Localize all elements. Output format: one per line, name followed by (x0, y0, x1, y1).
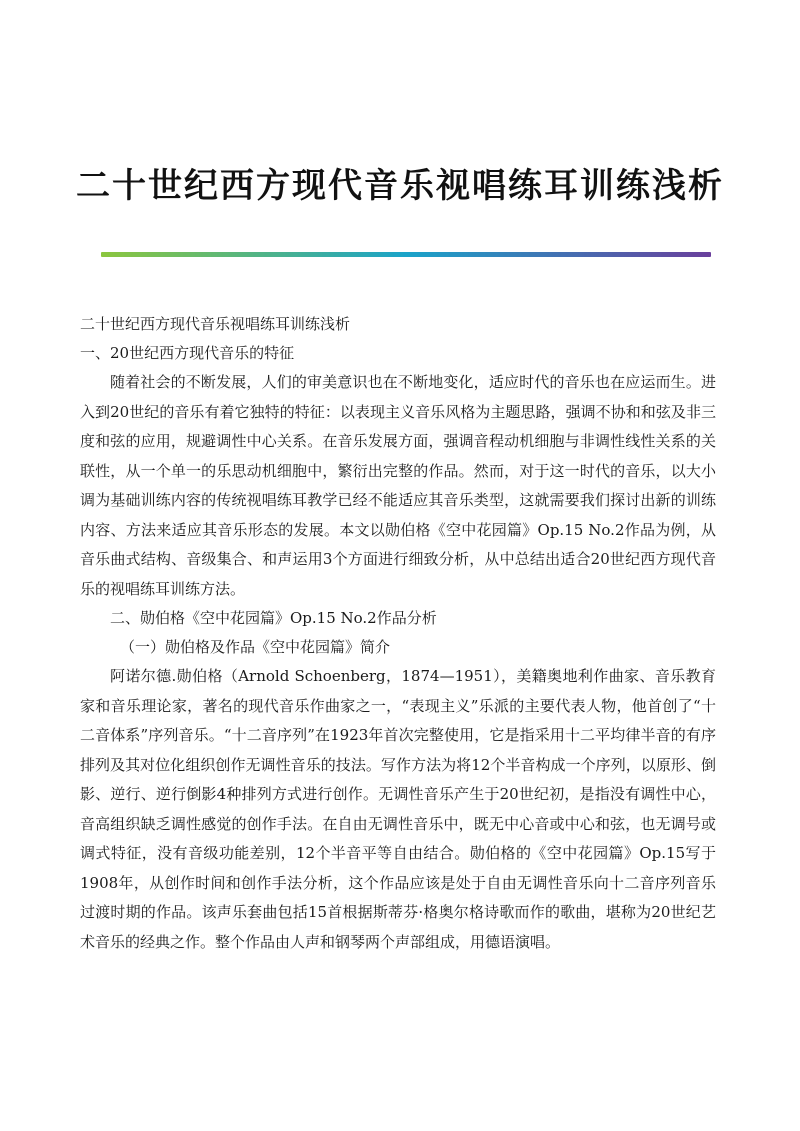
section-2-paragraph: 阿诺尔德.勋伯格（Arnold Schoenberg，1874—1951），美籍奥地利作曲家、音乐教育家和音乐理论家，著名的现代音乐作曲家之一，“表现主义”乐派的主要代表人物，他首创了“十二音体系”序列音乐。“十二音序列”在1923年首次完整使用，它是指采用十二平均律半音的有序排列及其对位化组织创作无调性音乐的技法。写作方法为将12个半音构成一个序列，以原形、倒影、逆行、逆行倒影4种排列方式进行创作。无调性音乐产生于20世纪初，是指没有调性中心，音高组织缺乏调性感觉的创作手法。在自由无调性音乐中，既无中心音或中心和弦，也无调号或调式特征，没有音级功能差别，12个半音平等自由结合。勋伯格的《空中花园篇》Op.15写于1908年，从创作时间和创作手法分析，这个作品应该是处于自由无调性音乐向十二音序列音乐过渡时期的作品。该声乐套曲包括15首根据斯蒂芬·格奥尔格诗歌而作的歌曲，堪称为20世纪艺术音乐的经典之作。整个作品由人声和钢琴两个声部组成，用德语演唱。 (80, 667, 716, 951)
title-divider (101, 252, 711, 257)
document-subtitle: 二十世纪西方现代音乐视唱练耳训练浅析 (80, 315, 351, 333)
section-2-subsection-1-heading: （一）勋伯格及作品《空中花园篇》简介 (120, 638, 391, 656)
section-1-heading: 一、20世纪西方现代音乐的特征 (80, 344, 295, 362)
section-2-heading: 二、勋伯格《空中花园篇》Op.15 No.2作品分析 (110, 609, 437, 627)
document-body (80, 310, 716, 957)
section-1-paragraph: 随着社会的不断发展，人们的审美意识也在不断地变化，适应时代的音乐也在应运而生。进入到20世纪的音乐有着它独特的特征：以表现主义音乐风格为主题思路，强调不协和和弦及非三度和弦的应用，规避调性中心关系。在音乐发展方面，强调音程动机细胞与非调性线性关系的关联性，从一个单一的乐思动机细胞中，繁衍出完整的作品。然而，对于这一时代的音乐，以大小调为基础训练内容的传统视唱练耳教学已经不能适应其音乐类型，这就需要我们探讨出新的训练内容、方法来适应其音乐形态的发展。本文以勋伯格《空中花园篇》Op.15 No.2作品为例，从音乐曲式结构、音级集合、和声运用3个方面进行细致分析，从中总结出适合20世纪西方现代音乐的视唱练耳训练方法。 (80, 373, 716, 598)
page-title: 二十世纪西方现代音乐视唱练耳训练浅析 (76, 166, 724, 206)
